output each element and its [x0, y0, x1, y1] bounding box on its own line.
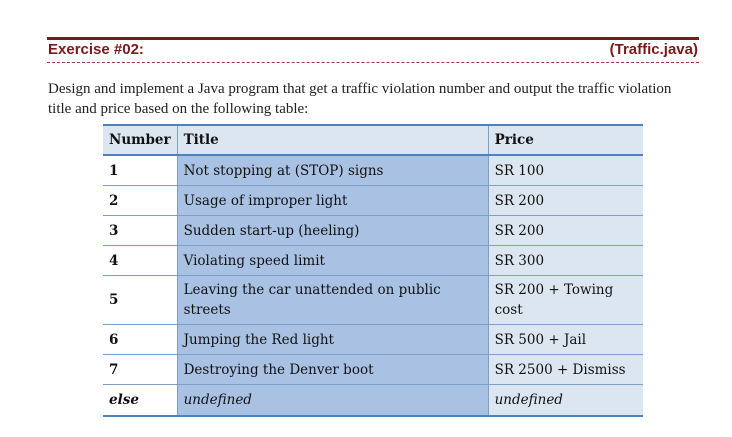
violation-title: Violating speed limit	[177, 246, 488, 276]
violation-price: SR 300	[488, 246, 643, 276]
violation-price: SR 2500 + Dismiss	[488, 355, 643, 385]
violation-title: Usage of improper light	[177, 186, 488, 216]
violation-title: Leaving the car unattended on public streets	[177, 276, 488, 325]
header-rule	[47, 37, 699, 40]
header-dotted-divider	[47, 62, 699, 63]
violation-number: 1	[103, 155, 177, 186]
violation-title: Destroying the Denver boot	[177, 355, 488, 385]
table-row	[103, 385, 643, 417]
violation-number: else	[103, 385, 177, 417]
violation-number: 3	[103, 216, 177, 246]
violation-price: undefined	[488, 385, 643, 417]
table-row	[103, 155, 643, 186]
column-header-price: Price	[488, 125, 643, 155]
table-row	[103, 325, 643, 355]
violation-title: Jumping the Red light	[177, 325, 488, 355]
table-row	[103, 276, 643, 325]
violation-number: 6	[103, 325, 177, 355]
violation-price: SR 100	[488, 155, 643, 186]
violations-table	[103, 124, 643, 417]
column-header-number: Number	[103, 125, 177, 155]
exercise-title: Exercise #02:	[48, 41, 144, 58]
violation-title: Not stopping at (STOP) signs	[177, 155, 488, 186]
violation-number: 7	[103, 355, 177, 385]
violation-number: 4	[103, 246, 177, 276]
table-row	[103, 355, 643, 385]
table-row	[103, 216, 643, 246]
table-header-row	[103, 125, 643, 155]
violation-price: SR 500 + Jail	[488, 325, 643, 355]
column-header-title: Title	[177, 125, 488, 155]
table-row	[103, 186, 643, 216]
violation-number: 2	[103, 186, 177, 216]
violation-price: SR 200	[488, 186, 643, 216]
violation-title: Sudden start-up (heeling)	[177, 216, 488, 246]
exercise-description: Design and implement a Java program that get a traffic violation number and output the traffic violation title and price based on the following table:	[48, 81, 672, 117]
violation-title: undefined	[177, 385, 488, 417]
exercise-filename: (Traffic.java)	[609, 41, 698, 58]
violation-price: SR 200	[488, 216, 643, 246]
violation-number: 5	[103, 276, 177, 325]
violation-price: SR 200 + Towing cost	[488, 276, 643, 325]
table-row	[103, 246, 643, 276]
